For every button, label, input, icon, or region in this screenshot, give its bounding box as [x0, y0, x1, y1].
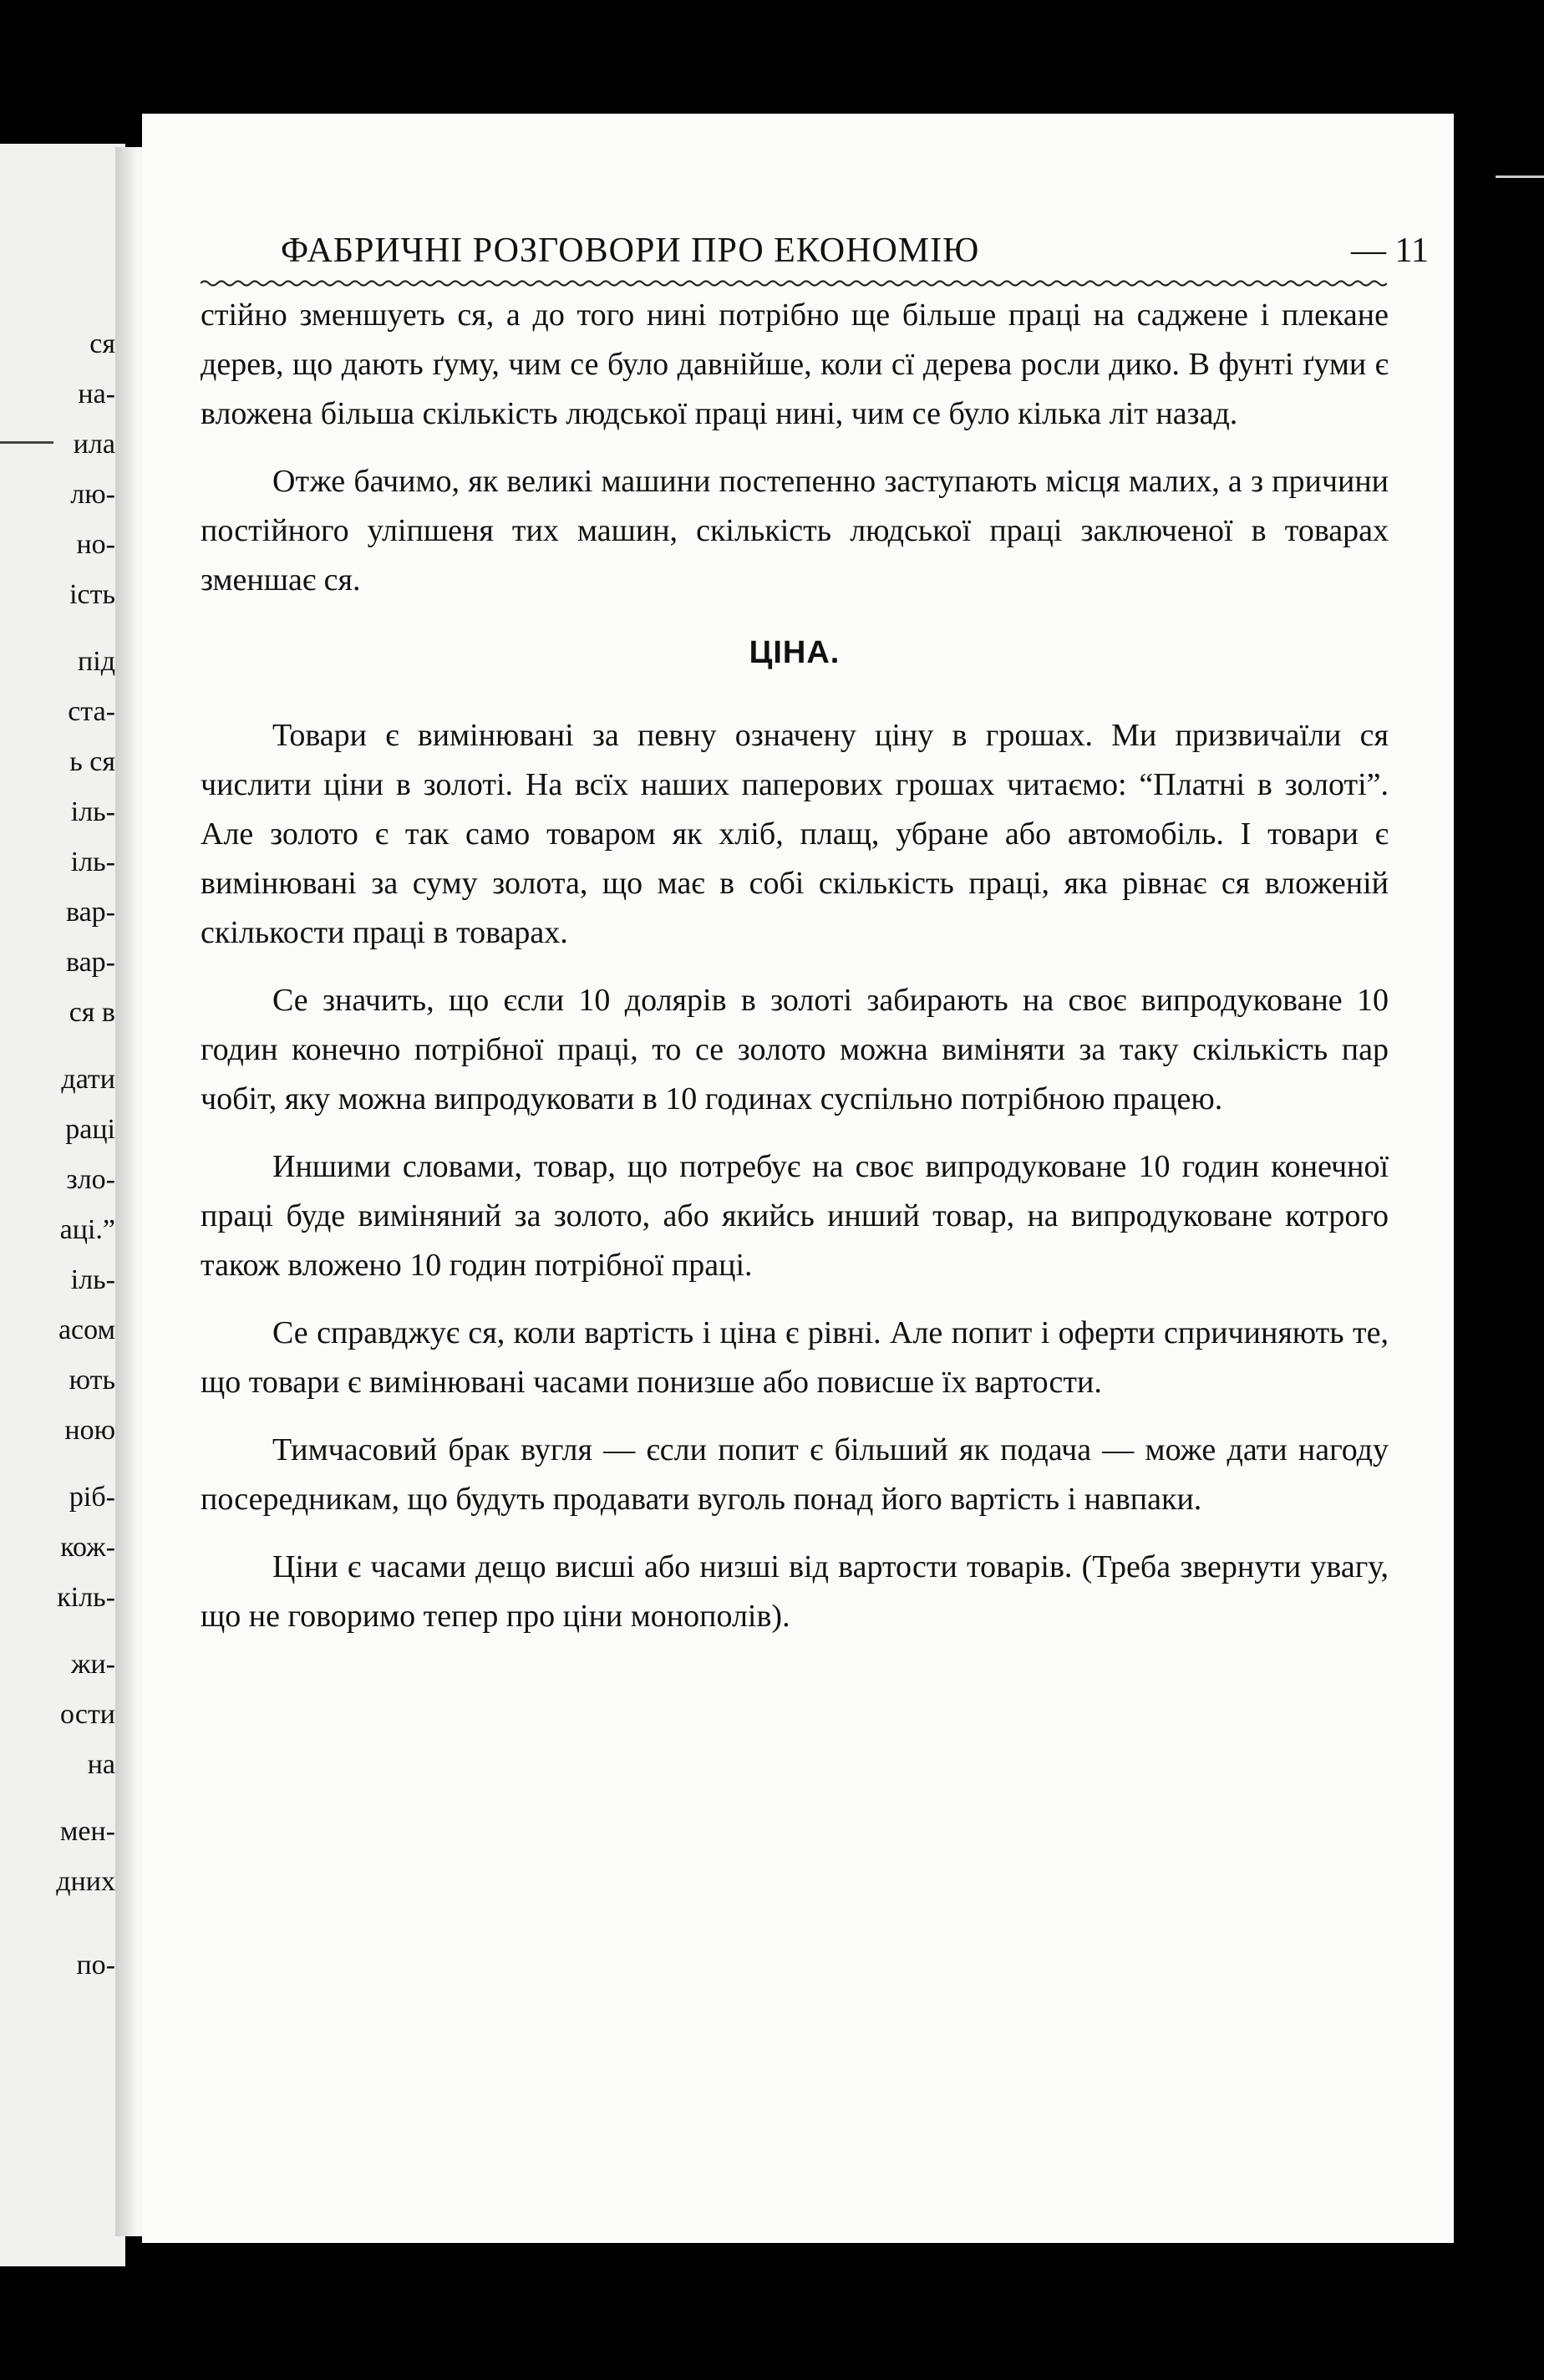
- left-page-text-fragment: аці.”: [59, 1214, 115, 1245]
- left-page-text-fragment: дати: [61, 1064, 115, 1095]
- left-page-text-fragment: під: [78, 646, 115, 677]
- paragraph: Се справджує ся, коли вартість і ціна є рівні. Але попит і оферти спричиняють те, що товари є вимінювані часами понизше або повисше їх вартости.: [201, 1315, 1389, 1400]
- left-page-text-fragment: на: [87, 1749, 115, 1780]
- left-page-text-fragment: жи-: [70, 1649, 115, 1680]
- paragraph: стійно зменшуеть ся, а до того нині потрібно ще більше праці на саджене і плекане дерев, що дають ґуму, чим се було давнійше, коли сї дерева росли дико. В фунті ґуми є вложена більша скількість людської праці нині, чим се було кілька літ назад.: [201, 298, 1389, 431]
- left-page-text-fragment: ють: [69, 1365, 115, 1396]
- left-page-text-fragment: вар-: [65, 947, 115, 978]
- left-page-text-fragment: ість: [69, 579, 115, 610]
- scan-edge-mark: [1496, 175, 1544, 178]
- left-page-text-fragment: ости: [60, 1699, 115, 1730]
- page-body: [201, 291, 1389, 1660]
- left-page-text-fragment: на-: [78, 379, 115, 409]
- left-page-text-fragment: ся в: [69, 997, 115, 1028]
- paragraph: Товари є вимінювані за певну означену ціну в грошах. Ми призвичаїли ся числити ціни в золоті. На всїх наших паперових грошах читаємо: “Платні в золоті”. Але золото є так само товаром як хліб, плащ, убране або автомобіль. І товари є вимінювані за суму золота, що має в собі скількість праці, яка рівнає ся вложеній скількости праці в товарах.: [201, 718, 1389, 950]
- left-page-text-fragment: іль-: [70, 1264, 115, 1295]
- paragraph: Ціни є часами дещо висші або низші від вартости товарів. (Треба звернути увагу, що не говоримо тепер про ціни монополів).: [201, 1549, 1389, 1634]
- running-header-title: ФАБРИЧНІ РОЗГОВОРИ ПРО ЕКОНОМІЮ: [281, 231, 980, 270]
- left-page-text-fragment: по-: [76, 1950, 115, 1981]
- paragraph: Отже бачимо, як великі машини постепенно заступають місця малих, а з причини постійного уліпшеня тих машин, скількість людської праці заключеної в товарах зменшає ся.: [201, 464, 1389, 598]
- left-page-text-fragment: ріб-: [69, 1482, 115, 1513]
- left-page-text-fragment: ся: [89, 328, 115, 359]
- left-page-edge: [0, 144, 125, 2266]
- page-number: — 11: [1351, 231, 1429, 270]
- left-page-text-fragment: ною: [64, 1415, 115, 1446]
- paragraph: Се значить, що єсли 10 долярів в золоті забирають на своє випродуковане 10 годин конечно потрібної праці, то се золото можна виміняти за таку скількість пар чобіт, яку можна випродуковати в 10 годинах суспільно потрібною працею.: [201, 983, 1389, 1116]
- left-page-text-fragment: раці: [65, 1114, 115, 1145]
- left-page-text-fragment: мен-: [59, 1816, 115, 1847]
- left-page-text-fragment: но-: [76, 529, 115, 560]
- left-page-text-fragment: асом: [58, 1315, 115, 1345]
- left-page-text-fragment: ста-: [68, 696, 115, 727]
- book-page: [142, 114, 1454, 2243]
- header-wavy-rule: [201, 277, 1387, 289]
- left-page-text-fragment: зло-: [66, 1164, 115, 1195]
- left-page-text-fragment: кож-: [60, 1532, 115, 1563]
- left-page-text-fragment: дних: [56, 1866, 115, 1897]
- section-heading: ЦІНА.: [749, 635, 841, 670]
- paragraph: Тимчасовий брак вугля — єсли попит є більший як подача — може дати нагоду посередникам, що будуть продавати вуголь понад його вартість і навпаки.: [201, 1432, 1389, 1517]
- left-page-text-fragment: іль-: [70, 796, 115, 827]
- left-page-rule: [0, 441, 53, 444]
- left-page-text-fragment: вар-: [65, 897, 115, 928]
- left-page-text-fragment: ь ся: [69, 746, 115, 777]
- left-page-text-fragment: ила: [73, 429, 115, 460]
- left-page-text-fragment: кіль-: [57, 1582, 115, 1613]
- paragraph: Иншими словами, товар, що потребує на своє випродуковане 10 годин конечної праці буде виміняний за золото, або якийсь инший товар, на випродуковане котрого також вложено 10 годин потрібної праці.: [201, 1149, 1389, 1283]
- left-page-text-fragment: іль-: [70, 847, 115, 877]
- left-page-text-fragment: лю-: [70, 479, 115, 510]
